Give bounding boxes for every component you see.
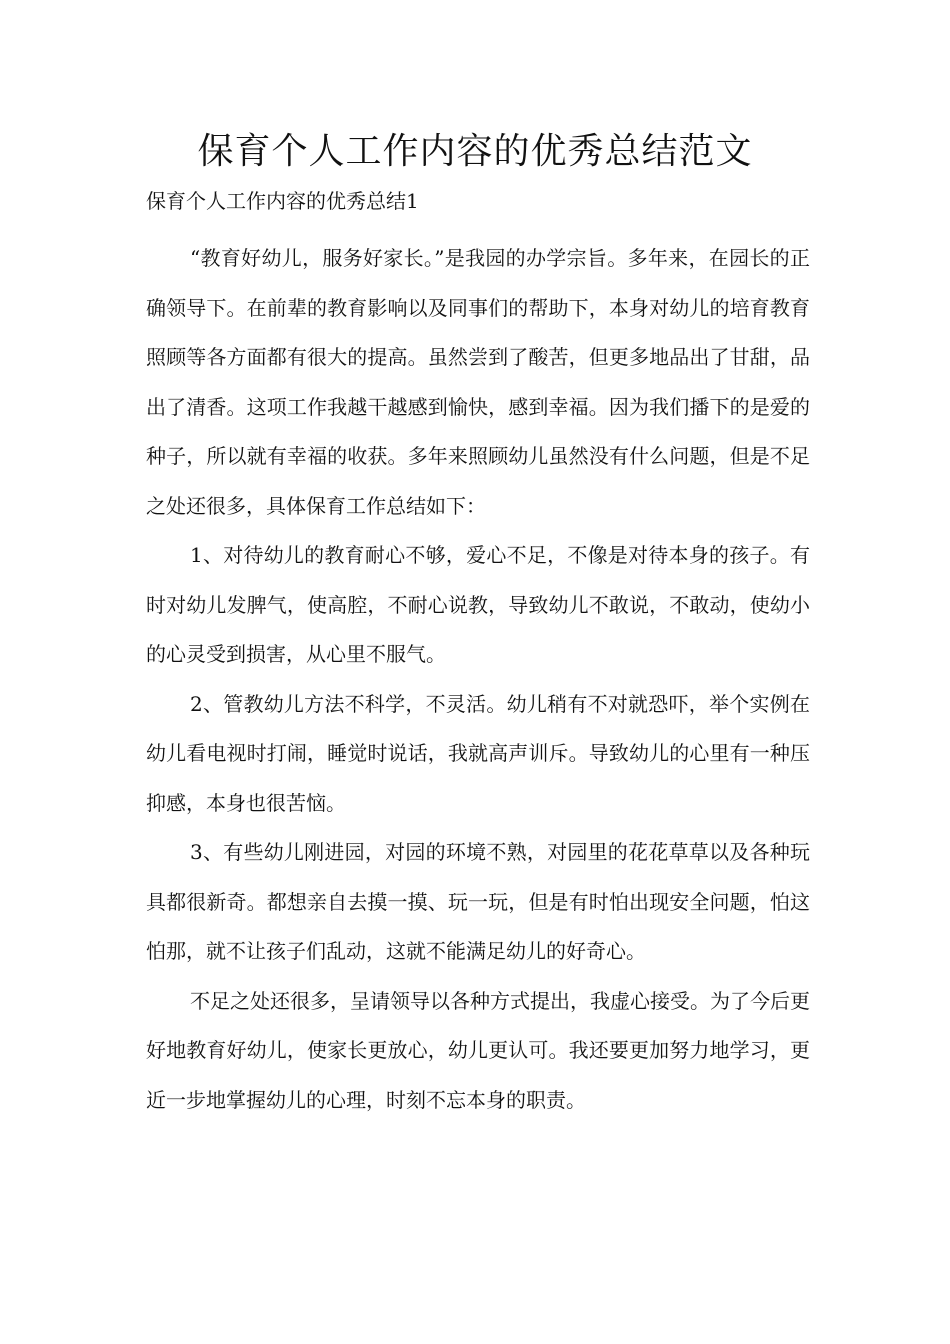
- paragraph-closing: 不足之处还很多，呈请领导以各种方式提出，我虚心接受。为了今后更好地教育好幼儿，使家长更放心，幼儿更认可。我还要更加努力地学习，更近一步地掌握幼儿的心理，时刻不忘本身的职责。: [146, 988, 810, 1112]
- paragraph-intro: “教育好幼儿，服务好家长。”是我园的办学宗旨。多年来，在园长的正确领导下。在前辈的教育影响以及同事们的帮助下，本身对幼儿的培育教育照顾等各方面都有很大的提高。虽然尝到了酸苦，但更多地品出了甘甜，品出了清香。这项工作我越干越感到愉快，感到幸福。因为我们播下的是爱的种子，所以就有幸福的收获。多年来照顾幼儿虽然没有什么问题，但是不足之处还很多，具体保育工作总结如下：: [146, 246, 810, 518]
- document-body: [146, 234, 810, 1125]
- paragraph-item-2: 2、管教幼儿方法不科学，不灵活。幼儿稍有不对就恐吓，举个实例在幼儿看电视时打闹，睡觉时说话，我就高声训斥。导致幼儿的心里有一种压抑感，本身也很苦恼。: [146, 691, 810, 815]
- section-heading: 保育个人工作内容的优秀总结1: [146, 189, 419, 213]
- document-title: 保育个人工作内容的优秀总结范文: [197, 131, 753, 172]
- paragraph-item-3: 3、有些幼儿刚进园，对园的环境不熟，对园里的花花草草以及各种玩具都很新奇。都想亲自去摸一摸、玩一玩，但是有时怕出现安全问题，怕这怕那，就不让孩子们乱动，这就不能满足幼儿的好奇心。: [146, 840, 810, 963]
- paragraph-item-1: 1、对待幼儿的教育耐心不够，爱心不足，不像是对待本身的孩子。有时对幼儿发脾气，使高腔，不耐心说教，导致幼儿不敢说，不敢动，使幼小的心灵受到损害，从心里不服气。: [146, 543, 810, 666]
